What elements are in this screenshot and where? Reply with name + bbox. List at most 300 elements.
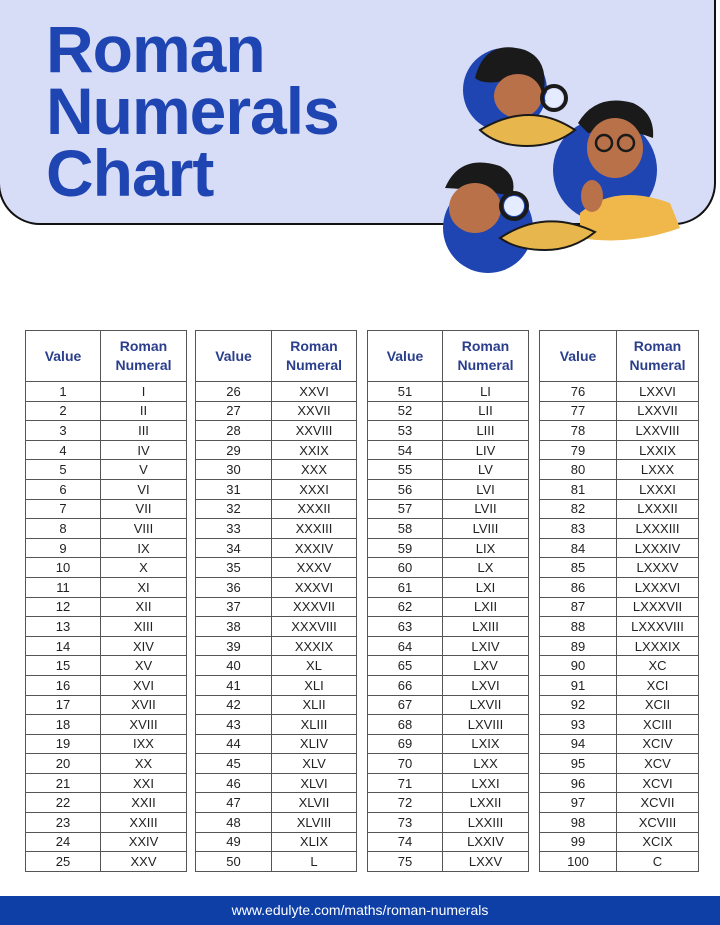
value-cell: 90 xyxy=(540,656,617,676)
roman-cell: LXXXVIII xyxy=(617,617,699,637)
roman-cell: XXXIX xyxy=(272,636,357,656)
value-cell: 57 xyxy=(368,499,443,519)
roman-cell: XCIII xyxy=(617,715,699,735)
table-row xyxy=(196,656,357,676)
table-row xyxy=(196,773,357,793)
roman-cell: XCVI xyxy=(617,773,699,793)
table-row xyxy=(26,832,187,852)
roman-cell: XXVII xyxy=(272,401,357,421)
table-row xyxy=(196,421,357,441)
roman-cell: XCII xyxy=(617,695,699,715)
value-cell: 37 xyxy=(196,597,272,617)
roman-cell: LIV xyxy=(443,440,529,460)
roman-cell: XX xyxy=(101,754,187,774)
title-line-3: Chart xyxy=(46,136,214,210)
value-cell: 32 xyxy=(196,499,272,519)
value-cell: 65 xyxy=(368,656,443,676)
value-cell: 47 xyxy=(196,793,272,813)
value-cell: 18 xyxy=(26,715,101,735)
roman-cell: XLVII xyxy=(272,793,357,813)
table-row xyxy=(26,382,187,402)
table-row xyxy=(196,538,357,558)
table-row xyxy=(26,460,187,480)
roman-cell: XLVI xyxy=(272,773,357,793)
table-row xyxy=(196,793,357,813)
value-cell: 21 xyxy=(26,773,101,793)
value-cell: 77 xyxy=(540,401,617,421)
roman-cell: LXIII xyxy=(443,617,529,637)
table-row xyxy=(26,715,187,735)
value-cell: 13 xyxy=(26,617,101,637)
roman-numeral-header: Roman Numeral xyxy=(272,331,357,382)
value-cell: 99 xyxy=(540,832,617,852)
table-row xyxy=(196,813,357,833)
roman-cell: LIX xyxy=(443,538,529,558)
table-row xyxy=(540,695,699,715)
value-cell: 28 xyxy=(196,421,272,441)
value-cell: 60 xyxy=(368,558,443,578)
roman-cell: XXXVI xyxy=(272,577,357,597)
roman-cell: LXIV xyxy=(443,636,529,656)
children-with-magnifying-glass-illustration-icon xyxy=(430,28,720,273)
table-row xyxy=(196,695,357,715)
table-row xyxy=(540,754,699,774)
value-cell: 72 xyxy=(368,793,443,813)
value-cell: 70 xyxy=(368,754,443,774)
table-row xyxy=(26,597,187,617)
value-cell: 89 xyxy=(540,636,617,656)
roman-cell: XCV xyxy=(617,754,699,774)
value-cell: 31 xyxy=(196,479,272,499)
value-cell: 66 xyxy=(368,675,443,695)
roman-cell: LXIX xyxy=(443,734,529,754)
table-row xyxy=(196,636,357,656)
table-row xyxy=(540,715,699,735)
roman-cell: XI xyxy=(101,577,187,597)
roman-cell: XXIX xyxy=(272,440,357,460)
table-row xyxy=(540,421,699,441)
value-cell: 10 xyxy=(26,558,101,578)
value-cell: 51 xyxy=(368,382,443,402)
value-cell: 8 xyxy=(26,519,101,539)
table-row xyxy=(540,440,699,460)
table-row xyxy=(26,675,187,695)
table-row xyxy=(26,519,187,539)
value-cell: 38 xyxy=(196,617,272,637)
roman-cell: LXI xyxy=(443,577,529,597)
table-row xyxy=(196,617,357,637)
table-row xyxy=(368,852,529,872)
value-cell: 53 xyxy=(368,421,443,441)
value-cell: 83 xyxy=(540,519,617,539)
roman-cell: XXIII xyxy=(101,813,187,833)
roman-cell: LI xyxy=(443,382,529,402)
roman-cell: XVI xyxy=(101,675,187,695)
table-row xyxy=(26,421,187,441)
roman-cell: XLVIII xyxy=(272,813,357,833)
value-cell: 29 xyxy=(196,440,272,460)
table-row xyxy=(540,832,699,852)
value-cell: 67 xyxy=(368,695,443,715)
roman-cell: VI xyxy=(101,479,187,499)
value-cell: 64 xyxy=(368,636,443,656)
table-row xyxy=(368,401,529,421)
table-row xyxy=(368,499,529,519)
table-row xyxy=(26,440,187,460)
table-row xyxy=(26,734,187,754)
table-row xyxy=(26,793,187,813)
table-row xyxy=(196,715,357,735)
table-row xyxy=(196,499,357,519)
value-cell: 19 xyxy=(26,734,101,754)
roman-cell: XLIII xyxy=(272,715,357,735)
value-cell: 59 xyxy=(368,538,443,558)
table-row xyxy=(196,401,357,421)
value-cell: 97 xyxy=(540,793,617,813)
roman-cell: LXXVIII xyxy=(617,421,699,441)
value-cell: 49 xyxy=(196,832,272,852)
numeral-table-26-50 xyxy=(195,330,357,872)
table-row xyxy=(26,558,187,578)
table-row xyxy=(540,499,699,519)
value-cell: 43 xyxy=(196,715,272,735)
roman-cell: LV xyxy=(443,460,529,480)
roman-cell: XXVI xyxy=(272,382,357,402)
roman-cell: XV xyxy=(101,656,187,676)
table-row xyxy=(196,852,357,872)
table-row xyxy=(26,656,187,676)
roman-cell: XIV xyxy=(101,636,187,656)
value-cell: 23 xyxy=(26,813,101,833)
table-row xyxy=(368,558,529,578)
footer-bar xyxy=(0,896,720,925)
table-row xyxy=(368,440,529,460)
roman-cell: LXXXIX xyxy=(617,636,699,656)
value-header: Value xyxy=(368,331,443,382)
roman-cell: LXXXIII xyxy=(617,519,699,539)
value-cell: 68 xyxy=(368,715,443,735)
table-row xyxy=(26,773,187,793)
roman-cell: I xyxy=(101,382,187,402)
table-row xyxy=(540,773,699,793)
value-cell: 14 xyxy=(26,636,101,656)
value-cell: 45 xyxy=(196,754,272,774)
roman-cell: XXIV xyxy=(101,832,187,852)
table-row xyxy=(540,734,699,754)
roman-cell: LXXXVI xyxy=(617,577,699,597)
value-cell: 26 xyxy=(196,382,272,402)
value-header: Value xyxy=(540,331,617,382)
table-row xyxy=(540,538,699,558)
table-row xyxy=(540,813,699,833)
value-cell: 25 xyxy=(26,852,101,872)
roman-numeral-header: Roman Numeral xyxy=(617,331,699,382)
table-row xyxy=(368,382,529,402)
value-cell: 79 xyxy=(540,440,617,460)
roman-cell: LIII xyxy=(443,421,529,441)
value-cell: 74 xyxy=(368,832,443,852)
table-row xyxy=(368,656,529,676)
roman-cell: XCIV xyxy=(617,734,699,754)
roman-cell: LVII xyxy=(443,499,529,519)
roman-cell: LXXXI xyxy=(617,479,699,499)
table-row xyxy=(196,440,357,460)
value-cell: 5 xyxy=(26,460,101,480)
page-title xyxy=(46,12,339,210)
roman-numeral-header: Roman Numeral xyxy=(443,331,529,382)
table-row xyxy=(26,577,187,597)
value-cell: 40 xyxy=(196,656,272,676)
roman-cell: III xyxy=(101,421,187,441)
value-cell: 27 xyxy=(196,401,272,421)
table-row xyxy=(196,577,357,597)
table-row xyxy=(368,597,529,617)
table-row xyxy=(368,577,529,597)
numeral-table-51-75 xyxy=(367,330,529,872)
numeral-table-76-100 xyxy=(539,330,699,872)
roman-cell: LXXII xyxy=(443,793,529,813)
table-row xyxy=(368,636,529,656)
table-row xyxy=(368,832,529,852)
value-cell: 33 xyxy=(196,519,272,539)
value-cell: 11 xyxy=(26,577,101,597)
table-row xyxy=(368,813,529,833)
roman-cell: VIII xyxy=(101,519,187,539)
roman-cell: XCI xyxy=(617,675,699,695)
table-row xyxy=(540,382,699,402)
value-cell: 24 xyxy=(26,832,101,852)
roman-cell: XXXV xyxy=(272,558,357,578)
value-cell: 44 xyxy=(196,734,272,754)
roman-cell: LXVI xyxy=(443,675,529,695)
roman-cell: XCVII xyxy=(617,793,699,813)
table-row xyxy=(540,519,699,539)
table-row xyxy=(540,597,699,617)
footer-url[interactable]: www.edulyte.com/maths/roman-numerals xyxy=(231,902,489,918)
roman-cell: LXXVI xyxy=(617,382,699,402)
table-row xyxy=(196,734,357,754)
value-cell: 1 xyxy=(26,382,101,402)
value-cell: 69 xyxy=(368,734,443,754)
table-row xyxy=(368,421,529,441)
roman-cell: C xyxy=(617,852,699,872)
table-row xyxy=(196,519,357,539)
value-cell: 54 xyxy=(368,440,443,460)
value-cell: 52 xyxy=(368,401,443,421)
roman-cell: XLI xyxy=(272,675,357,695)
roman-cell: LXXVII xyxy=(617,401,699,421)
table-row xyxy=(196,832,357,852)
roman-cell: LXVII xyxy=(443,695,529,715)
table-row xyxy=(540,852,699,872)
table-row xyxy=(26,636,187,656)
table-block-3 xyxy=(367,330,529,872)
roman-cell: XVIII xyxy=(101,715,187,735)
table-block-4 xyxy=(539,330,699,872)
value-cell: 4 xyxy=(26,440,101,460)
value-cell: 95 xyxy=(540,754,617,774)
value-cell: 48 xyxy=(196,813,272,833)
table-row xyxy=(26,852,187,872)
value-cell: 36 xyxy=(196,577,272,597)
table-row xyxy=(540,675,699,695)
title-line-2: Numerals xyxy=(46,74,339,148)
value-cell: 82 xyxy=(540,499,617,519)
roman-cell: LXXI xyxy=(443,773,529,793)
roman-cell: IV xyxy=(101,440,187,460)
value-cell: 71 xyxy=(368,773,443,793)
table-row xyxy=(196,558,357,578)
roman-cell: LXXXIV xyxy=(617,538,699,558)
table-row xyxy=(540,793,699,813)
roman-cell: L xyxy=(272,852,357,872)
value-cell: 84 xyxy=(540,538,617,558)
roman-cell: LXXXVII xyxy=(617,597,699,617)
table-row xyxy=(26,695,187,715)
roman-cell: XXXIV xyxy=(272,538,357,558)
table-row xyxy=(368,479,529,499)
value-cell: 56 xyxy=(368,479,443,499)
roman-cell: XCVIII xyxy=(617,813,699,833)
roman-cell: XLV xyxy=(272,754,357,774)
table-row xyxy=(196,479,357,499)
roman-cell: LXXIX xyxy=(617,440,699,460)
table-row xyxy=(368,754,529,774)
roman-cell: LXV xyxy=(443,656,529,676)
value-cell: 30 xyxy=(196,460,272,480)
table-row xyxy=(540,617,699,637)
roman-cell: LVIII xyxy=(443,519,529,539)
roman-cell: XLII xyxy=(272,695,357,715)
roman-cell: LXXIV xyxy=(443,832,529,852)
value-cell: 93 xyxy=(540,715,617,735)
value-cell: 88 xyxy=(540,617,617,637)
table-row xyxy=(540,656,699,676)
roman-cell: XXXIII xyxy=(272,519,357,539)
value-cell: 7 xyxy=(26,499,101,519)
value-cell: 39 xyxy=(196,636,272,656)
table-block-2 xyxy=(195,330,357,872)
table-row xyxy=(196,460,357,480)
value-cell: 42 xyxy=(196,695,272,715)
value-cell: 80 xyxy=(540,460,617,480)
roman-cell: LXXX xyxy=(617,460,699,480)
table-row xyxy=(540,401,699,421)
table-row xyxy=(196,597,357,617)
roman-cell: XC xyxy=(617,656,699,676)
value-cell: 3 xyxy=(26,421,101,441)
table-block-1 xyxy=(25,330,187,872)
table-row xyxy=(196,675,357,695)
table-row xyxy=(540,577,699,597)
table-row xyxy=(368,538,529,558)
table-row xyxy=(196,754,357,774)
table-row xyxy=(368,460,529,480)
table-row xyxy=(26,401,187,421)
roman-cell: XXVIII xyxy=(272,421,357,441)
table-row xyxy=(368,734,529,754)
table-row xyxy=(540,479,699,499)
roman-cell: XXXI xyxy=(272,479,357,499)
table-row xyxy=(368,675,529,695)
value-cell: 34 xyxy=(196,538,272,558)
roman-cell: LXXIII xyxy=(443,813,529,833)
value-cell: 50 xyxy=(196,852,272,872)
value-cell: 12 xyxy=(26,597,101,617)
roman-cell: XLIV xyxy=(272,734,357,754)
roman-cell: XXII xyxy=(101,793,187,813)
roman-cell: XXV xyxy=(101,852,187,872)
roman-cell: LXXV xyxy=(443,852,529,872)
value-cell: 2 xyxy=(26,401,101,421)
value-cell: 73 xyxy=(368,813,443,833)
roman-cell: X xyxy=(101,558,187,578)
table-row xyxy=(26,813,187,833)
value-cell: 92 xyxy=(540,695,617,715)
value-cell: 61 xyxy=(368,577,443,597)
roman-cell: LX xyxy=(443,558,529,578)
value-cell: 63 xyxy=(368,617,443,637)
value-header: Value xyxy=(26,331,101,382)
value-cell: 41 xyxy=(196,675,272,695)
table-row xyxy=(368,793,529,813)
table-row xyxy=(26,499,187,519)
table-row xyxy=(368,715,529,735)
roman-cell: LXXXV xyxy=(617,558,699,578)
value-cell: 9 xyxy=(26,538,101,558)
value-cell: 20 xyxy=(26,754,101,774)
roman-cell: LXII xyxy=(443,597,529,617)
value-cell: 81 xyxy=(540,479,617,499)
table-row xyxy=(540,460,699,480)
roman-cell: LII xyxy=(443,401,529,421)
roman-cell: XXXVII xyxy=(272,597,357,617)
roman-cell: LVI xyxy=(443,479,529,499)
roman-cell: LXX xyxy=(443,754,529,774)
value-cell: 78 xyxy=(540,421,617,441)
value-cell: 100 xyxy=(540,852,617,872)
value-cell: 55 xyxy=(368,460,443,480)
table-row xyxy=(540,558,699,578)
value-cell: 6 xyxy=(26,479,101,499)
value-cell: 62 xyxy=(368,597,443,617)
table-row xyxy=(368,773,529,793)
title-line-1: Roman xyxy=(46,12,265,86)
table-row xyxy=(26,617,187,637)
value-cell: 91 xyxy=(540,675,617,695)
roman-cell: XXXVIII xyxy=(272,617,357,637)
table-row xyxy=(26,754,187,774)
value-cell: 15 xyxy=(26,656,101,676)
value-cell: 75 xyxy=(368,852,443,872)
value-cell: 98 xyxy=(540,813,617,833)
roman-cell: LXXXII xyxy=(617,499,699,519)
roman-numeral-header: Roman Numeral xyxy=(101,331,187,382)
value-cell: 17 xyxy=(26,695,101,715)
roman-cell: XIII xyxy=(101,617,187,637)
roman-cell: IXX xyxy=(101,734,187,754)
roman-cell: II xyxy=(101,401,187,421)
value-cell: 87 xyxy=(540,597,617,617)
roman-cell: XVII xyxy=(101,695,187,715)
value-header: Value xyxy=(196,331,272,382)
value-cell: 85 xyxy=(540,558,617,578)
roman-cell: LXVIII xyxy=(443,715,529,735)
roman-cell: XXXII xyxy=(272,499,357,519)
table-row xyxy=(368,519,529,539)
table-row xyxy=(196,382,357,402)
value-cell: 22 xyxy=(26,793,101,813)
